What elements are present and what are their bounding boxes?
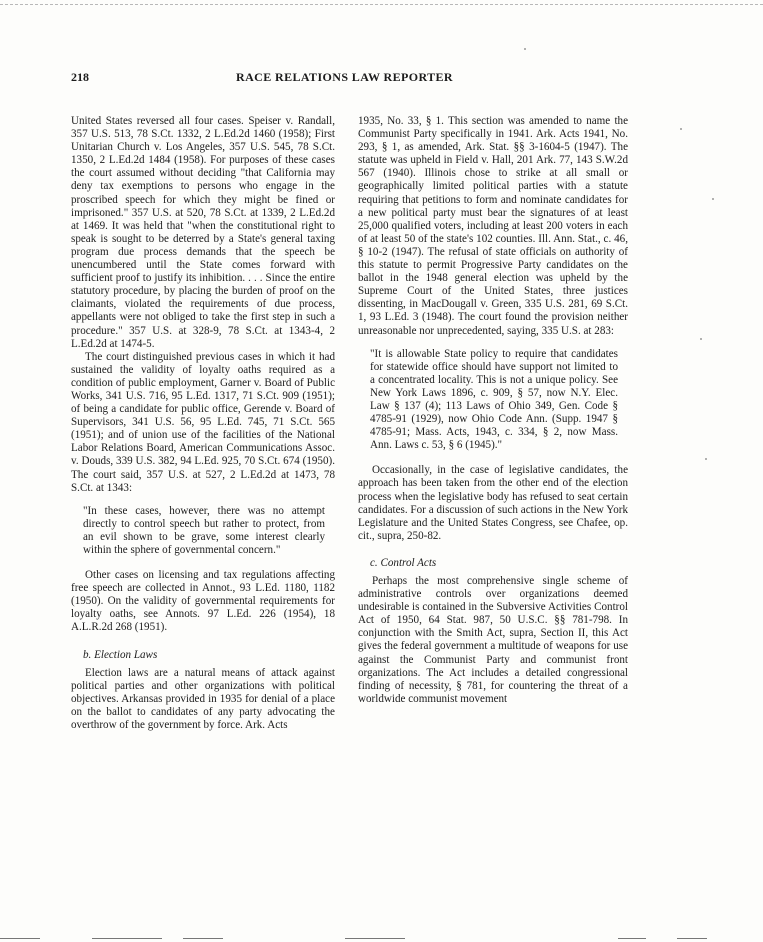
section-heading: c. Control Acts xyxy=(370,556,437,569)
scan-speck xyxy=(705,458,707,460)
scan-speck xyxy=(524,48,526,50)
paragraph: Other cases on licensing and tax regulations affecting free speech are collected in Annot., 93 L.Ed. 1180, 1182 (1950). On the validity of governmental requirements for loyalty oaths, see Annots. 97 L.Ed. 226 (1954), 18 A.L.R.2d 268 (1951). xyxy=(71,569,335,634)
footer-scan-mark xyxy=(345,938,405,939)
footer-scan-mark xyxy=(0,938,40,939)
scan-speck xyxy=(680,128,682,130)
paragraph: Perhaps the most comprehensive single scheme of administrative controls over organizations deemed undesirable is contained in the Subversive Activities Control Act of 1950, 64 Stat. 987, 50 U.S.C. §§ 781-798. In conjunction with the Smith Act, supra, Section II, this Act gives the federal government a multitude of weapons for use against the Communist Party and communist front organizations. The Act includes a detailed congressional finding of necessity, § 781, for countering the threat of a worldwide communist movement xyxy=(358,575,628,705)
paragraph: United States reversed all four cases. Speiser v. Randall, 357 U.S. 513, 78 S.Ct. 1332, 2 L.Ed.2d 1460 (1958); First Unitarian Church v. Los Angeles, 357 U.S. 545, 78 S.Ct. 1350, 2 L.Ed.2d 1484 (1958). For purposes of these cases the court assumed without deciding "that California may deny tax exemptions to persons who engage in the proscribed speech for which they might be fined or imprisoned." 357 U.S. at 520, 78 S.Ct. at 1339, 2 L.Ed.2d at 1469. It was held that "when the constitutional right to speak is sought to be deterred by a State's general taxing program due process demands that the speech be unencumbered until the State comes forward with sufficient proof to justify its inhibition. . . . Since the entire statutory procedure, by placing the burden of proof on the claimants, violated the requirements of due process, appellants were not obliged to take the first step in such a procedure." 357 U.S. at 328-9, 78 S.Ct. at 1343-4, 2 L.Ed.2d at 1474-5. xyxy=(71,115,335,350)
scan-speck xyxy=(712,198,714,200)
footer-scan-mark xyxy=(677,938,707,939)
block-quote xyxy=(83,505,325,557)
quote-text: "It is allowable State policy to require that candidates for statewide office should have support not limited to a concentrated locality. This is not a unique policy. See New York Laws 1896, c. 909, § 57, now N.Y. Elec. Law § 137 (4); 113 Laws of Ohio 349, Gen. Code § 4785-91 (1929), now Ohio Code Ann. (Supp. 1947 § 4785-91; Mass. Acts, 1943, c. 334, § 2, now Mass. Ann. Laws c. 53, § 6 (1945)." xyxy=(370,347,618,452)
quote-text: "In these cases, however, there was no attempt directly to control speech but rather to protect, from an evil shown to be grave, some interest clearly within the sphere of governmental concern." xyxy=(83,504,325,556)
page-top-edge xyxy=(0,4,763,5)
paragraph: The court distinguished previous cases in which it had sustained the validity of loyalty oaths required as a condition of public employment, Garner v. Board of Public Works, 341 U.S. 716, 95 L.Ed. 1317, 71 S.Ct. 909 (1951); of being a candidate for public office, Gerende v. Board of Supervisors, 341 U.S. 56, 95 L.Ed. 745, 71 S.Ct. 565 (1951); and of union use of the facilities of the National Labor Relations Board, American Communications Assoc. v. Douds, 339 U.S. 382, 94 L.Ed. 925, 70 S.Ct. 674 (1950). The court said, 357 U.S. at 527, 2 L.Ed.2d at 1473, 78 S.Ct. at 1343: xyxy=(71,350,335,494)
paragraph: Occasionally, in the case of legislative candidates, the approach has been taken from the other end of the election process when the legislative body has refused to seat certain candidates. For a discussion of such actions in the New York Legislature and the United States Congress, see Chafee, op. cit., supra, 250-82. xyxy=(358,464,628,542)
block-quote xyxy=(370,348,618,453)
left-column xyxy=(71,115,335,732)
running-head: RACE RELATIONS LAW REPORTER xyxy=(236,70,453,84)
right-column xyxy=(358,115,628,706)
footer-scan-mark xyxy=(92,938,162,939)
page-number: 218 xyxy=(71,70,89,84)
paragraph: 1935, No. 33, § 1. This section was amended to name the Communist Party specifically in 1941. Ark. Acts 1941, No. 293, § 1, as amended, Ark. Stat. §§ 3-1604-5 (1947). The statute was upheld in Field v. Hall, 201 Ark. 77, 143 S.W.2d 567 (1940). Illinois chose to strike at all small or geographically limited political parties with a statute requiring that petitions to form and nominate candidates for a new political party must bear the signatures of at least 25,000 qualified voters, including at least 200 voters in each of at least 50 of the state's 102 counties. Ill. Ann. Stat., c. 46, § 10-2 (1947). The refusal of state officials on authority of this statute to permit Progressive Party candidates on the ballot in the 1948 general election was upheld by the Supreme Court of the United States, three justices dissenting, in MacDougall v. Green, 335 U.S. 281, 69 S.Ct. 1, 93 L.Ed. 3 (1948). The court found the provision neither unreasonable nor unprecedented, saying, 335 U.S. at 283: xyxy=(358,115,628,337)
scan-speck xyxy=(700,338,702,340)
section-heading: b. Election Laws xyxy=(83,648,158,661)
footer-scan-mark xyxy=(183,938,223,939)
paragraph: Election laws are a natural means of attack against political parties and other organizations with political objectives. Arkansas provided in 1935 for denial of a place on the ballot to candidates of any party advocating the overthrow of the government by force. Ark. Acts xyxy=(71,666,335,732)
footer-scan-mark xyxy=(618,938,646,939)
